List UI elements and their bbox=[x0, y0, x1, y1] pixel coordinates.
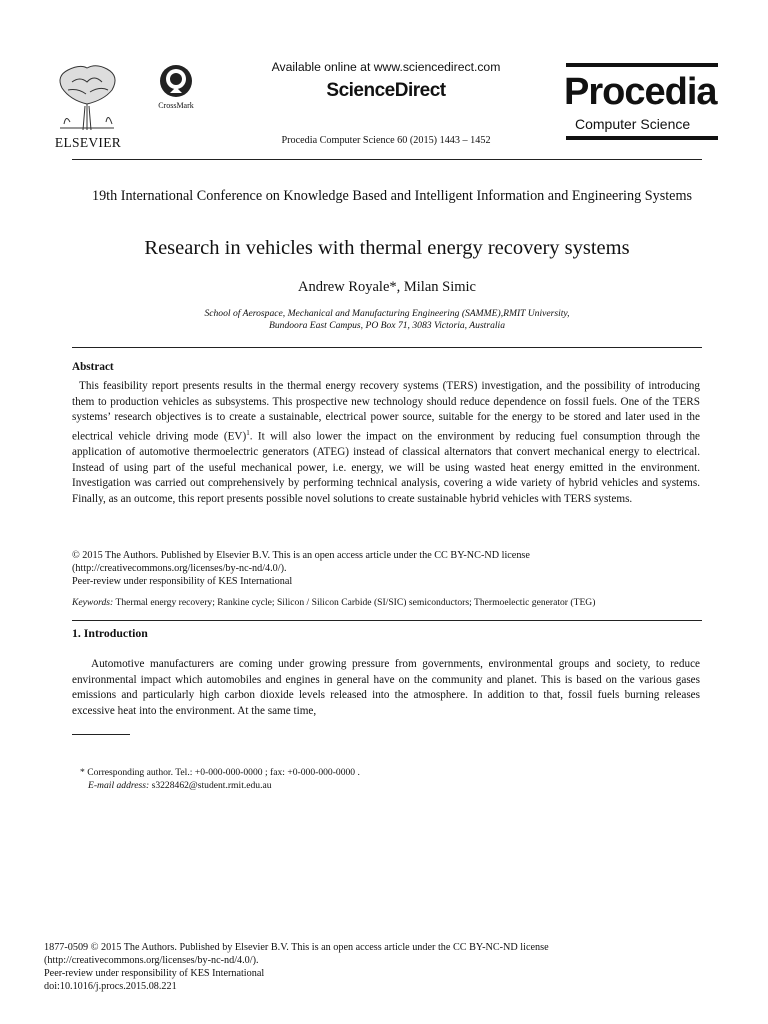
email-line bbox=[80, 780, 680, 793]
keywords-bottom-rule bbox=[72, 620, 702, 621]
abstract-text-part-2: . It will also lower the impact on the environment by reducing fuel consumption through the application of automotive thermoelectric generators (ATEG) instead of classical alternators that convert mechanical energy to electrical. Instead of using part of the useful mechanical power, i.e. energy, we will be using wasted heat energy emitted in the environment. Investigation was carried out comprehensively by performing technical analysis, covering a wide variety of hybrid vehicles and systems. Finally, as an outcome, this report presents possible novel solutions to create sustainable hybrid vehicles with TERS systems. bbox=[72, 430, 701, 505]
procedia-rule-top bbox=[566, 63, 718, 67]
license-text: © 2015 The Authors. Published by Elsevier B.V. This is an open access article under the CC BY-NC-ND license bbox=[72, 550, 530, 561]
abstract-text-part-1: This feasibility report presents results in the thermal energy recovery systems (TERS) investigation, and the possibility of introducing them to production vehicles as subsystems. This prospective new technology should reduce dependence on fossil fuels. One of the TERS systems’ research objectives is to create a sustainable, electrical power source, suitable for the energy to be stored and later used in the electrical vehicle driving mode (EV) bbox=[72, 380, 700, 443]
keywords bbox=[72, 597, 712, 608]
footnote-marker: 1 bbox=[246, 428, 250, 437]
abstract-heading: Abstract bbox=[72, 361, 114, 373]
affiliation-line-2: Bundoora East Campus, PO Box 71, 3083 Victoria, Australia bbox=[268, 320, 506, 331]
abstract-top-rule bbox=[72, 347, 702, 348]
elsevier-tree-icon bbox=[50, 62, 124, 132]
footer-license: 1877-0509 © 2015 The Authors. Published by Elsevier B.V. This is an open access article under the CC BY-NC-ND license bbox=[44, 942, 549, 953]
footer-doi: doi:10.1016/j.procs.2015.08.221 bbox=[44, 981, 177, 992]
introduction-text: Automotive manufacturers are coming under growing pressure from governments, environmental groups and society, to reduce environmental impact which automobiles and engines in general have on the community and planet. This is based on the various gases emissions and particularly high carbon dioxide levels released into the atmosphere. In addition to that, fossil fuels burning releases excessive heat into the environment. At the same time, bbox=[72, 658, 700, 717]
sciencedirect-logo: ScienceDirect bbox=[326, 80, 446, 101]
email-address[interactable]: s3228462@student.rmit.edu.au bbox=[151, 779, 272, 791]
elsevier-logo bbox=[50, 62, 128, 151]
email-label: E-mail address: bbox=[88, 779, 150, 791]
corresponding-author: * Corresponding author. Tel.: +0-000-000-0000 ; fax: +0-000-000-0000 . bbox=[80, 767, 360, 778]
license-block bbox=[72, 550, 702, 588]
conference-name: 19th International Conference on Knowledge Based and Intelligent Information and Engineering Systems bbox=[91, 188, 693, 204]
abstract-text bbox=[72, 379, 700, 507]
keywords-label: Keywords: bbox=[72, 597, 114, 608]
footer-license-link[interactable]: (http://creativecommons.org/licenses/by-nc-nd/4.0/). bbox=[44, 955, 259, 966]
footnote-rule bbox=[72, 734, 130, 735]
available-online: Available online at www.sciencedirect.com bbox=[271, 60, 501, 74]
peer-review: Peer-review under responsibility of KES International bbox=[72, 575, 293, 587]
footnote bbox=[80, 767, 680, 792]
footer-peer-review: Peer-review under responsibility of KES International bbox=[44, 968, 265, 979]
procedia-subtitle: Computer Science bbox=[575, 116, 691, 132]
journal-reference: Procedia Computer Science 60 (2015) 1443 – 1452 bbox=[281, 135, 491, 146]
procedia-logo: Procedia bbox=[564, 71, 717, 113]
elsevier-wordmark: ELSEVIER bbox=[54, 135, 122, 150]
header-divider bbox=[72, 159, 702, 160]
page-footer bbox=[44, 941, 724, 993]
affiliation-line-1: School of Aerospace, Mechanical and Manufacturing Engineering (SAMME),RMIT University, bbox=[204, 308, 570, 319]
keywords-text: Thermal energy recovery; Rankine cycle; Silicon / Silicon Carbide (SI/SIC) semiconductors; Thermoelectic generator (TEG) bbox=[115, 597, 596, 608]
introduction-heading: 1. Introduction bbox=[72, 626, 148, 640]
license-link[interactable]: (http://creativecommons.org/licenses/by-nc-nd/4.0/). bbox=[72, 562, 287, 574]
authors: Andrew Royale*, Milan Simic bbox=[297, 279, 476, 295]
paper-title: Research in vehicles with thermal energy recovery systems bbox=[144, 237, 630, 259]
procedia-rule-bottom bbox=[566, 136, 718, 140]
crossmark-label: CrossMark bbox=[158, 101, 194, 110]
